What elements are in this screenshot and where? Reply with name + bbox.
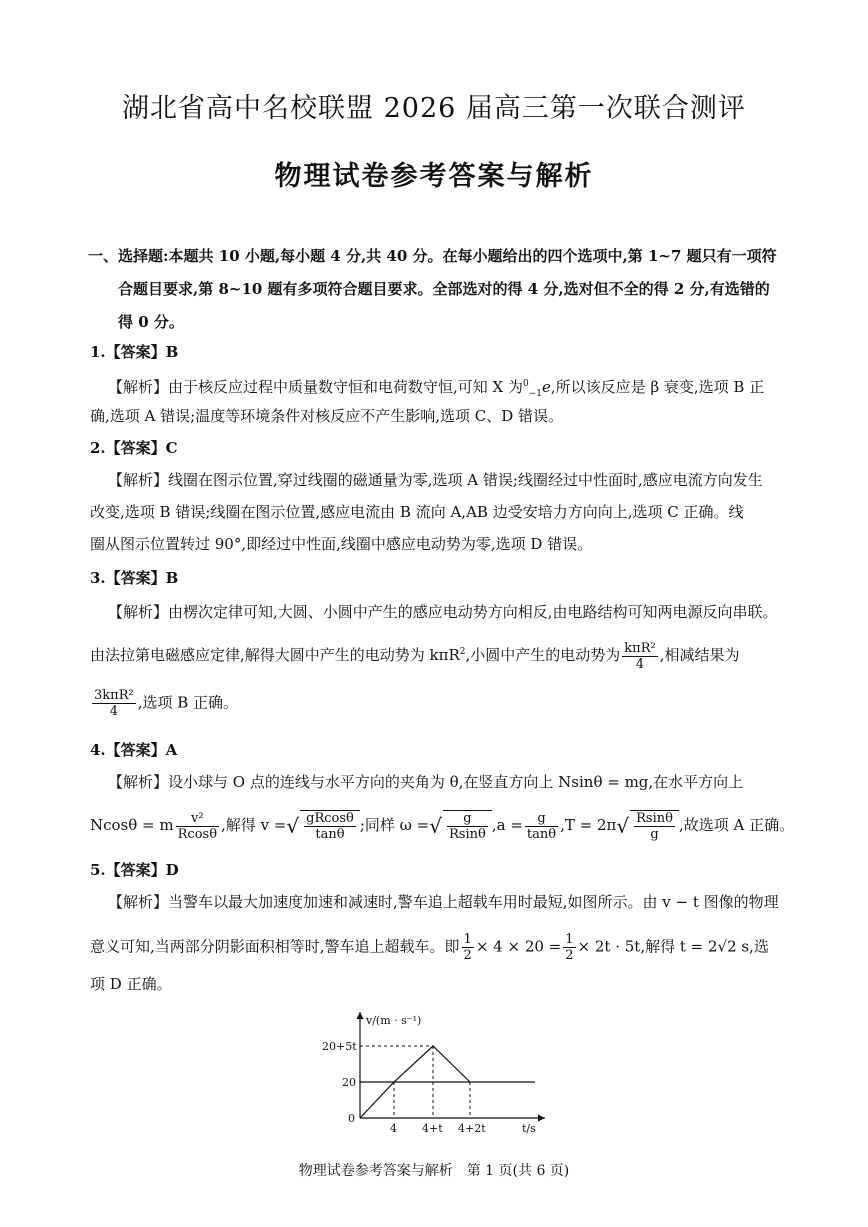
- y-axis-label: v/(m · s⁻¹): [366, 1014, 422, 1027]
- q2-analysis-line-3: 圈从图示位置转过 90°,即经过中性面,线圈中感应电动势为零,选项 D 错误。: [90, 535, 593, 553]
- q2-analysis-line-2: 改变,选项 B 错误;线圈在图示位置,感应电流由 B 流向 A,AB 边受安培力方向向上,选项 C 正确。线: [90, 503, 744, 521]
- q5-analysis-line-2: [90, 932, 769, 963]
- q4-text-d: ,a =: [491, 816, 523, 834]
- page-title: 湖北省高中名校联盟 2026 届高三第一次联合测评: [122, 93, 746, 124]
- q1-text: 【解析】由于核反应过程中质量数守恒和电荷数守恒,可知 X 为: [108, 378, 523, 396]
- q4-fraction-2: $\frac{g}{\tan\theta}$: [526, 810, 557, 842]
- q5-text-b: × 4 × 20 =: [475, 937, 562, 956]
- q3-text-a: 由法拉第电磁感应定律,解得大圆中产生的电动势为 kπR: [90, 646, 460, 664]
- x-axis-label: t/s: [522, 1122, 536, 1135]
- q1-sup: 0: [523, 379, 529, 389]
- q2-answer: 2.【答案】C: [90, 439, 178, 457]
- y-tick-0: 0: [348, 1112, 355, 1125]
- section-instructions: [88, 240, 778, 339]
- q3-fraction-2: $\frac{\text{3kπR²}}{4}$: [94, 688, 134, 719]
- q4-analysis-line-2: [90, 810, 794, 842]
- q3-fraction-1: $\frac{\text{kπR²}}{4}$: [624, 640, 656, 672]
- q1-answer: 1.【答案】B: [90, 343, 179, 361]
- q4-sqrt-2: $\frac{g}{Rsin\theta}$: [443, 810, 492, 842]
- q3-analysis-line-2: [90, 640, 740, 672]
- section-line-2: 合题目要求,第 8~10 题有多项符合题目要求。全部选对的得 4 分,选对但不全的得 2 分,有选错的: [118, 280, 770, 298]
- q5-answer: 5.【答案】D: [90, 861, 179, 879]
- section-line-3: 得 0 分。: [118, 313, 184, 331]
- x-tick-4-2t: 4+2t: [458, 1122, 486, 1135]
- q4-text-f: ,故选项 A 正确。: [678, 816, 795, 834]
- q4-answer: 4.【答案】A: [90, 741, 178, 759]
- q1-sub: −1: [528, 389, 543, 399]
- q4-sqrt-1: $\frac{gRcos\theta}{\tan\theta}$: [300, 810, 360, 842]
- sqrt-icon: √: [429, 814, 442, 838]
- q5-analysis-line-1: 【解析】当警车以最大加速度加速和减速时,警车追上超载车用时最短,如图所示。由 v − t 图像的物理: [108, 893, 779, 911]
- q5-text-c: × 2t · 5t,解得 t = 2√2 s,选: [577, 937, 769, 956]
- page-subtitle: 物理试卷参考答案与解析: [274, 161, 594, 192]
- q5-analysis-line-3: 项 D 正确。: [90, 975, 172, 993]
- q4-fraction-1: $\frac{\text{v²}}{Rcos\theta}$: [177, 810, 218, 842]
- q3-text-c: ,相减结果为: [659, 646, 740, 664]
- q1-analysis-line-1: [108, 372, 764, 406]
- q3-analysis-line-3: [90, 688, 238, 719]
- q5-text-a: 意义可知,当两部分阴影面积相等时,警车追上超载车。即: [90, 937, 460, 956]
- q1-analysis-line-2: 确,选项 A 错误;温度等环境条件对核反应不产生影响,选项 C、D 错误。: [90, 407, 564, 425]
- q3-analysis-line-1: 【解析】由楞次定律可知,大圆、小圆中产生的感应电动势方向相反,由电路结构可知两电源反向串联。: [108, 603, 778, 621]
- q3-text-end: ,选项 B 正确。: [137, 693, 239, 712]
- y-tick-20-5t: 20+5t: [322, 1040, 357, 1053]
- q4-analysis-line-1: 【解析】设小球与 O 点的连线与水平方向的夹角为 θ,在竖直方向上 Nsinθ = mg,在水平方向上: [108, 773, 744, 791]
- sqrt-icon: √: [286, 814, 300, 838]
- vt-chart: [322, 1010, 560, 1140]
- q4-text-a: Ncosθ = m: [90, 816, 174, 834]
- page-footer: 物理试卷参考答案与解析 第 1 页(共 6 页): [298, 1163, 570, 1179]
- q5-fraction-2: $\frac{1}{2}$: [565, 932, 574, 963]
- section-line-1: 一、选择题:本题共 10 小题,每小题 4 分,共 40 分。在每小题给出的四个选项中,第 1~7 题只有一项符: [88, 247, 777, 265]
- q2-analysis-line-1: 【解析】线圈在图示位置,穿过线圈的磁通量为零,选项 A 错误;线圈经过中性面时,感应电流方向发生: [108, 471, 763, 489]
- sqrt-icon: √: [616, 814, 630, 838]
- q5-fraction-1: $\frac{1}{2}$: [463, 932, 472, 963]
- q1-e: e: [542, 378, 551, 396]
- q3-sup: 2: [459, 647, 466, 657]
- q3-answer: 3.【答案】B: [90, 569, 179, 587]
- q4-text-e: ,T = 2π: [560, 816, 617, 834]
- x-tick-4: 4: [390, 1122, 397, 1135]
- q1-text-post: ,所以该反应是 β 衰变,选项 B 正: [550, 378, 765, 396]
- q4-sqrt-3: $\frac{Rsin\theta}{g}$: [630, 810, 679, 842]
- q4-text-b: ,解得 v =: [221, 816, 287, 834]
- y-tick-20: 20: [342, 1076, 356, 1089]
- q4-text-c: ;同样 ω =: [359, 816, 430, 834]
- x-tick-4-t: 4+t: [422, 1122, 443, 1135]
- q3-text-b: ,小圆中产生的电动势为: [465, 646, 621, 664]
